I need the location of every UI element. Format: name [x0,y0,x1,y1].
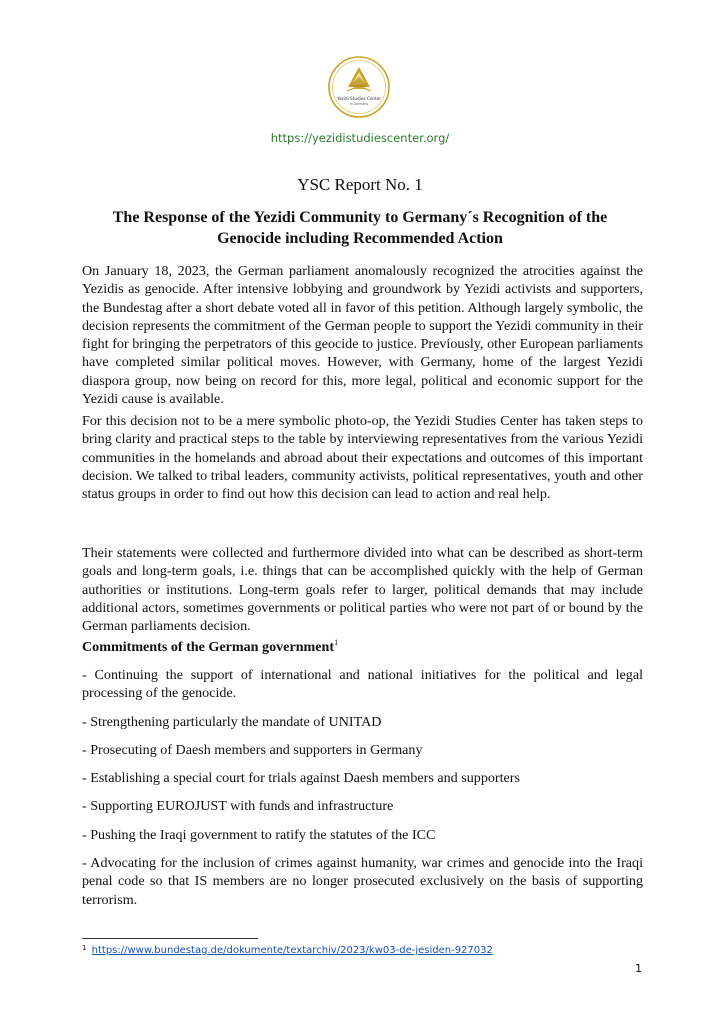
list-item: - Advocating for the inclusion of crimes against humanity, war crimes and genocide into the Iraqi penal code so that IS members are no longer prosecuted exclusively on the basis of supporting terrorism. [82,855,643,908]
paragraph-3: Their statements were collected and furthermore divided into what can be described as short-term goals and long-term goals, i.e. things that can be accomplished quickly with the help of German authorities or institutions. Long-term goals refer to larger, political demands that may include additional actors, sometimes governments or political parties who were not part of or bound by the German parliaments decision. [82,545,643,635]
list-item: - Strengthening particularly the mandate of UNITAD [82,713,382,730]
website-url[interactable]: https://yezidistudiescenter.org/ [270,131,450,145]
logo-text: Yezidi Studies Center [336,96,382,101]
logo-subtext: in Germany [349,102,369,106]
footnote-divider [82,938,258,939]
paragraph-2: For this decision not to be a mere symbolic photo-op, the Yezidi Studies Center has taken steps to bring clarity and practical steps to the table by interviewing representatives from the various Yezidi communities in the homelands and abroad about their expectations and outcomes of this important decision. We talked to tribal leaders, community activists, political representatives, youth and other status groups in order to find out how this decision can lead to action and real help. [82,413,643,503]
list-item: - Continuing the support of international and national initiatives for the political and legal processing of the genocide. [82,667,643,702]
list-item: - Establishing a special court for trials against Daesh members and supporters [82,770,520,787]
list-item: - Prosecuting of Daesh members and supporters in Germany [82,741,423,758]
footnote [82,944,493,956]
footnote-number: 1 [82,944,87,952]
list-item: - Pushing the Iraqi government to ratify the statutes of the ICC [82,826,436,843]
page-number: 1 [635,962,642,975]
paragraph-1: On January 18, 2023, the German parliament anomalously recognized the atrocities against the Yezidis as genocide. After intensive lobbying and groundwork by Yezidi activists and supporters, the Bundestag after a short debate voted all in favor of this petition. Although largely symbolic, the decision represents the commitment of the German people to support the Yezidi community in their fight for bringing the perpetrators of this geocide to justice. Previously, other European parliaments have completed similar political moves. However, with Germany, home of the largest Yezidi diaspora group, now being on record for this, more legal, political and economic support for the Yezidi cause is available. [82,263,643,408]
section-heading-text: Commitments of the German government [82,639,335,655]
logo-emblem-icon [327,55,391,119]
report-number: YSC Report No. 1 [297,175,423,194]
commitments-list [82,666,643,919]
list-item: - Supporting EUROJUST with funds and infrastructure [82,798,394,815]
footnote-link[interactable]: https://www.bundestag.de/dokumente/textarchiv/2023/kw03-de-jesiden-927032 [91,945,493,956]
document-title: The Response of the Yezidi Community to Germany´s Recognition of the Genocide including Recommended Action [112,209,608,247]
section-heading [82,638,338,656]
ysc-logo [327,55,391,119]
footnote-marker[interactable]: 1 [334,638,339,647]
